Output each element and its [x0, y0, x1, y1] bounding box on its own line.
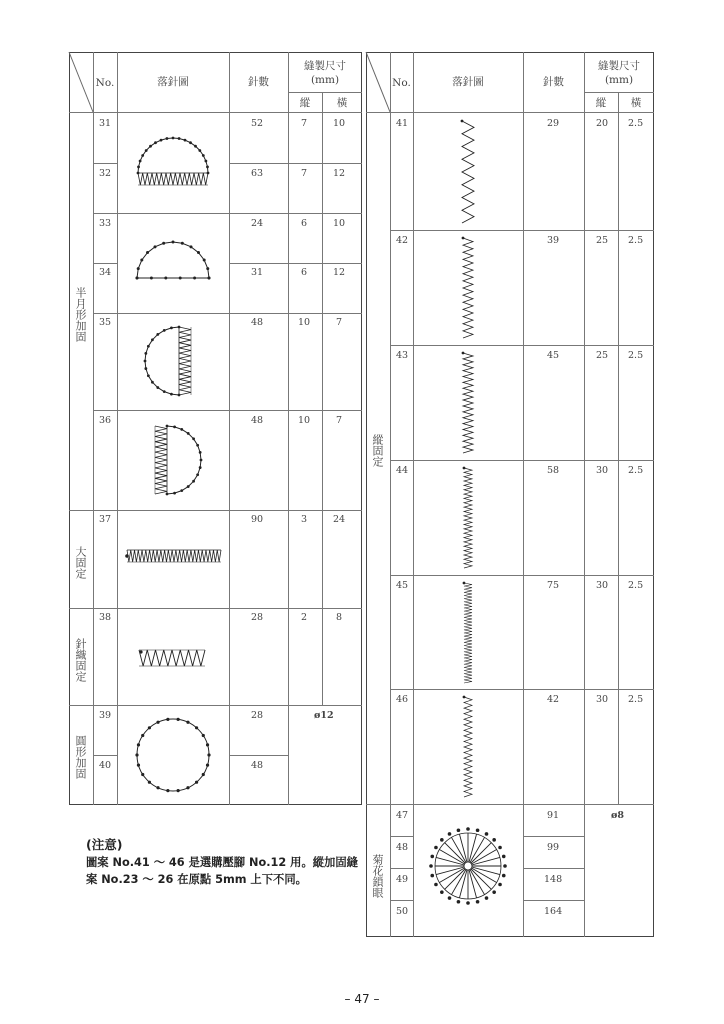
left-header-diagram: 落針圖 — [157, 76, 189, 88]
right-header-diagonal — [366, 52, 390, 112]
right-header-length: 縱 — [595, 97, 607, 109]
left-row-no: 34 — [99, 267, 112, 278]
left-row-width: 8 — [336, 612, 343, 623]
right-row-no: 45 — [396, 580, 409, 591]
right-row-stitches: 148 — [544, 874, 563, 885]
note-line: 圖案 No.41 ～ 46 是選購壓腳 No.12 用。縱加固縫 — [86, 856, 358, 869]
left-row-width: 12 — [333, 168, 346, 179]
left-row-no: 31 — [99, 118, 112, 129]
left-row-no: 32 — [99, 168, 112, 179]
knit-tack-diagram — [117, 608, 229, 705]
left-circle-size: ø12 — [314, 710, 334, 721]
right-row-length: 30 — [596, 694, 609, 705]
half-moon-right-diagram — [117, 410, 229, 510]
left-row-stitches: 52 — [251, 118, 264, 129]
left-row-no: 40 — [99, 760, 112, 771]
left-category-circle: 圓形加固 — [74, 735, 87, 779]
right-row-stitches: 75 — [547, 580, 560, 591]
right-header-diagram: 落針圖 — [452, 76, 484, 88]
left-row-length: 7 — [301, 118, 308, 129]
left-row-stitches: 28 — [251, 612, 264, 623]
left-row-no: 39 — [99, 710, 112, 721]
left-row-stitches: 48 — [251, 415, 264, 426]
right-row-length: 30 — [596, 465, 609, 476]
right-row-stitches: 164 — [544, 906, 563, 917]
note-block — [86, 836, 358, 888]
left-row-length: 6 — [301, 218, 308, 229]
right-row-no: 47 — [396, 810, 409, 821]
left-row-width: 10 — [333, 118, 346, 129]
note-title: (注意) — [86, 837, 123, 852]
left-row-no: 38 — [99, 612, 112, 623]
right-row-stitches: 58 — [547, 465, 560, 476]
left-category-half-moon: 半月形加固 — [74, 286, 87, 342]
right-row-no: 43 — [396, 350, 409, 361]
right-row-length: 20 — [596, 118, 609, 129]
right-row-stitches: 99 — [547, 842, 560, 853]
right-row-stitches: 42 — [547, 694, 560, 705]
right-row-length: 30 — [596, 580, 609, 591]
left-header-size: 縫製尺寸 — [304, 60, 346, 72]
left-header-length: 縱 — [299, 97, 311, 109]
right-row-width: 2.5 — [628, 118, 644, 129]
right-row-width: 2.5 — [628, 350, 644, 361]
note-line: 案 No.23 ～ 26 在原點 5mm 上下不同。 — [86, 873, 307, 886]
half-moon-dense-diagram — [117, 113, 229, 213]
eyelet-diagram — [413, 804, 523, 936]
right-header-stitches: 針數 — [543, 76, 564, 88]
right-row-stitches: 45 — [547, 350, 560, 361]
right-row-stitches: 91 — [547, 810, 560, 821]
left-row-length: 7 — [301, 168, 308, 179]
left-row-stitches: 63 — [251, 168, 264, 179]
right-row-no: 49 — [396, 874, 409, 885]
right-category-eyelet: 菊花鎖眼 — [371, 854, 384, 898]
page-number: – 47 – — [344, 992, 380, 1006]
left-row-stitches: 48 — [251, 760, 264, 771]
left-row-width: 7 — [336, 317, 343, 328]
left-row-length: 10 — [298, 415, 311, 426]
left-row-stitches: 24 — [251, 218, 264, 229]
right-header-size: 縫製尺寸 — [598, 60, 640, 72]
right-row-width: 2.5 — [628, 465, 644, 476]
right-row-stitches: 29 — [547, 118, 560, 129]
right-eyelet-size: ø8 — [611, 810, 624, 821]
right-header-size-unit: (mm) — [604, 74, 634, 86]
right-row-no: 46 — [396, 694, 409, 705]
left-row-width: 10 — [333, 218, 346, 229]
left-row-width: 24 — [333, 514, 346, 525]
left-row-stitches: 31 — [251, 267, 264, 278]
right-row-width: 2.5 — [628, 694, 644, 705]
left-row-no: 36 — [99, 415, 112, 426]
half-moon-outline-diagram — [117, 213, 229, 313]
left-category-knit-tack: 針織固定 — [74, 638, 87, 682]
left-row-width: 12 — [333, 267, 346, 278]
vertical-tack-43-diagram — [413, 345, 523, 460]
right-row-length: 25 — [596, 350, 609, 361]
vertical-tack-41-diagram — [413, 113, 523, 230]
right-row-no: 42 — [396, 235, 409, 246]
left-row-no: 33 — [99, 218, 112, 229]
vertical-tack-45-diagram — [413, 575, 523, 689]
half-moon-left-diagram — [117, 313, 229, 410]
left-header-stitches: 針數 — [248, 76, 269, 88]
left-category-large-tack: 大固定 — [74, 545, 87, 579]
right-category-vertical-tack: 縱固定 — [371, 433, 384, 467]
right-row-width: 2.5 — [628, 235, 644, 246]
left-header-width: 橫 — [336, 97, 348, 109]
right-row-no: 44 — [396, 465, 409, 476]
right-row-no: 41 — [396, 118, 409, 129]
vertical-tack-42-diagram — [413, 230, 523, 345]
vertical-tack-44-diagram — [413, 460, 523, 575]
right-row-width: 2.5 — [628, 580, 644, 591]
right-row-no: 48 — [396, 842, 409, 853]
circle-tack-diagram — [117, 705, 229, 805]
left-row-length: 10 — [298, 317, 311, 328]
left-row-width: 7 — [336, 415, 343, 426]
left-row-no: 35 — [99, 317, 112, 328]
large-tack-diagram — [117, 510, 229, 608]
right-row-stitches: 39 — [547, 235, 560, 246]
right-row-length: 25 — [596, 235, 609, 246]
vertical-tack-46-diagram — [413, 689, 523, 804]
left-row-no: 37 — [99, 514, 112, 525]
left-row-length: 6 — [301, 267, 308, 278]
left-row-stitches: 90 — [251, 514, 264, 525]
right-header-width: 橫 — [630, 97, 642, 109]
left-header-size-unit: (mm) — [310, 74, 340, 86]
left-header-no: No. — [95, 77, 115, 89]
left-row-length: 2 — [301, 612, 308, 623]
right-row-no: 50 — [396, 906, 409, 917]
left-row-length: 3 — [301, 514, 308, 525]
left-row-stitches: 48 — [251, 317, 264, 328]
left-header-diagonal — [69, 52, 93, 112]
left-row-stitches: 28 — [251, 710, 264, 721]
right-header-no: No. — [392, 77, 411, 89]
